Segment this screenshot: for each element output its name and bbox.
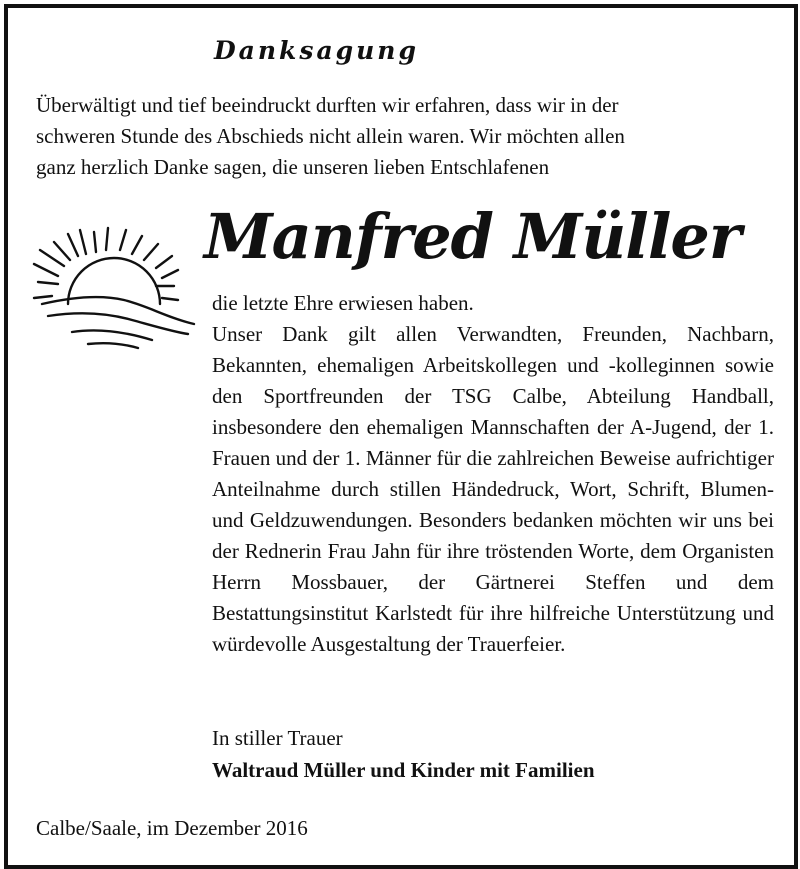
intro-text <box>36 90 776 183</box>
sunset-over-hills-icon <box>28 220 200 350</box>
intro-line: schweren Stunde des Abschieds nicht allein waren. Wir möchten allen <box>36 124 625 148</box>
obituary-frame <box>4 4 798 869</box>
place-date: Calbe/Saale, im Dezember 2016 <box>36 816 308 840</box>
signature-line: In stiller Trauer <box>212 726 343 750</box>
deceased-name: Manfred Müller <box>204 200 741 273</box>
body-text <box>212 288 774 660</box>
intro-line: ganz herzlich Danke sagen, die unseren lieben Entschlafenen <box>36 155 550 179</box>
body-paragraph: Unser Dank gilt allen Verwandten, Freunden, Nachbarn, Bekannten, ehemaligen Arbeitskollegen und -kolleginnen sowie den Sportfreunden der TSG Calbe, Abteilung Handball, insbesondere den ehemaligen Mannschaften der A-Jugend, der 1. Frauen und der 1. Männer für die zahlreichen Beweise aufrichtiger Anteilnahme durch stillen Händedruck, Wort, Schrift, Blumen- und Geldzuwendungen. Besonders bedanken möchten wir uns bei der Rednerin Frau Jahn für ihre tröstenden Worte, dem Organisten Herrn Mossbauer, der Gärtnerei Steffen und dem Bestattungsinstitut Karlstedt für ihre hilfreiche Unterstützung und würdevolle Ausgestaltung der Trauerfeier. <box>212 322 774 656</box>
heading: Danksagung <box>214 36 419 65</box>
intro-line: Überwältigt und tief beeindruckt durften wir erfahren, dass wir in der <box>36 93 619 117</box>
body-first-line: die letzte Ehre erwiesen haben. <box>212 291 474 315</box>
signature-names: Waltraud Müller und Kinder mit Familien <box>212 758 595 782</box>
